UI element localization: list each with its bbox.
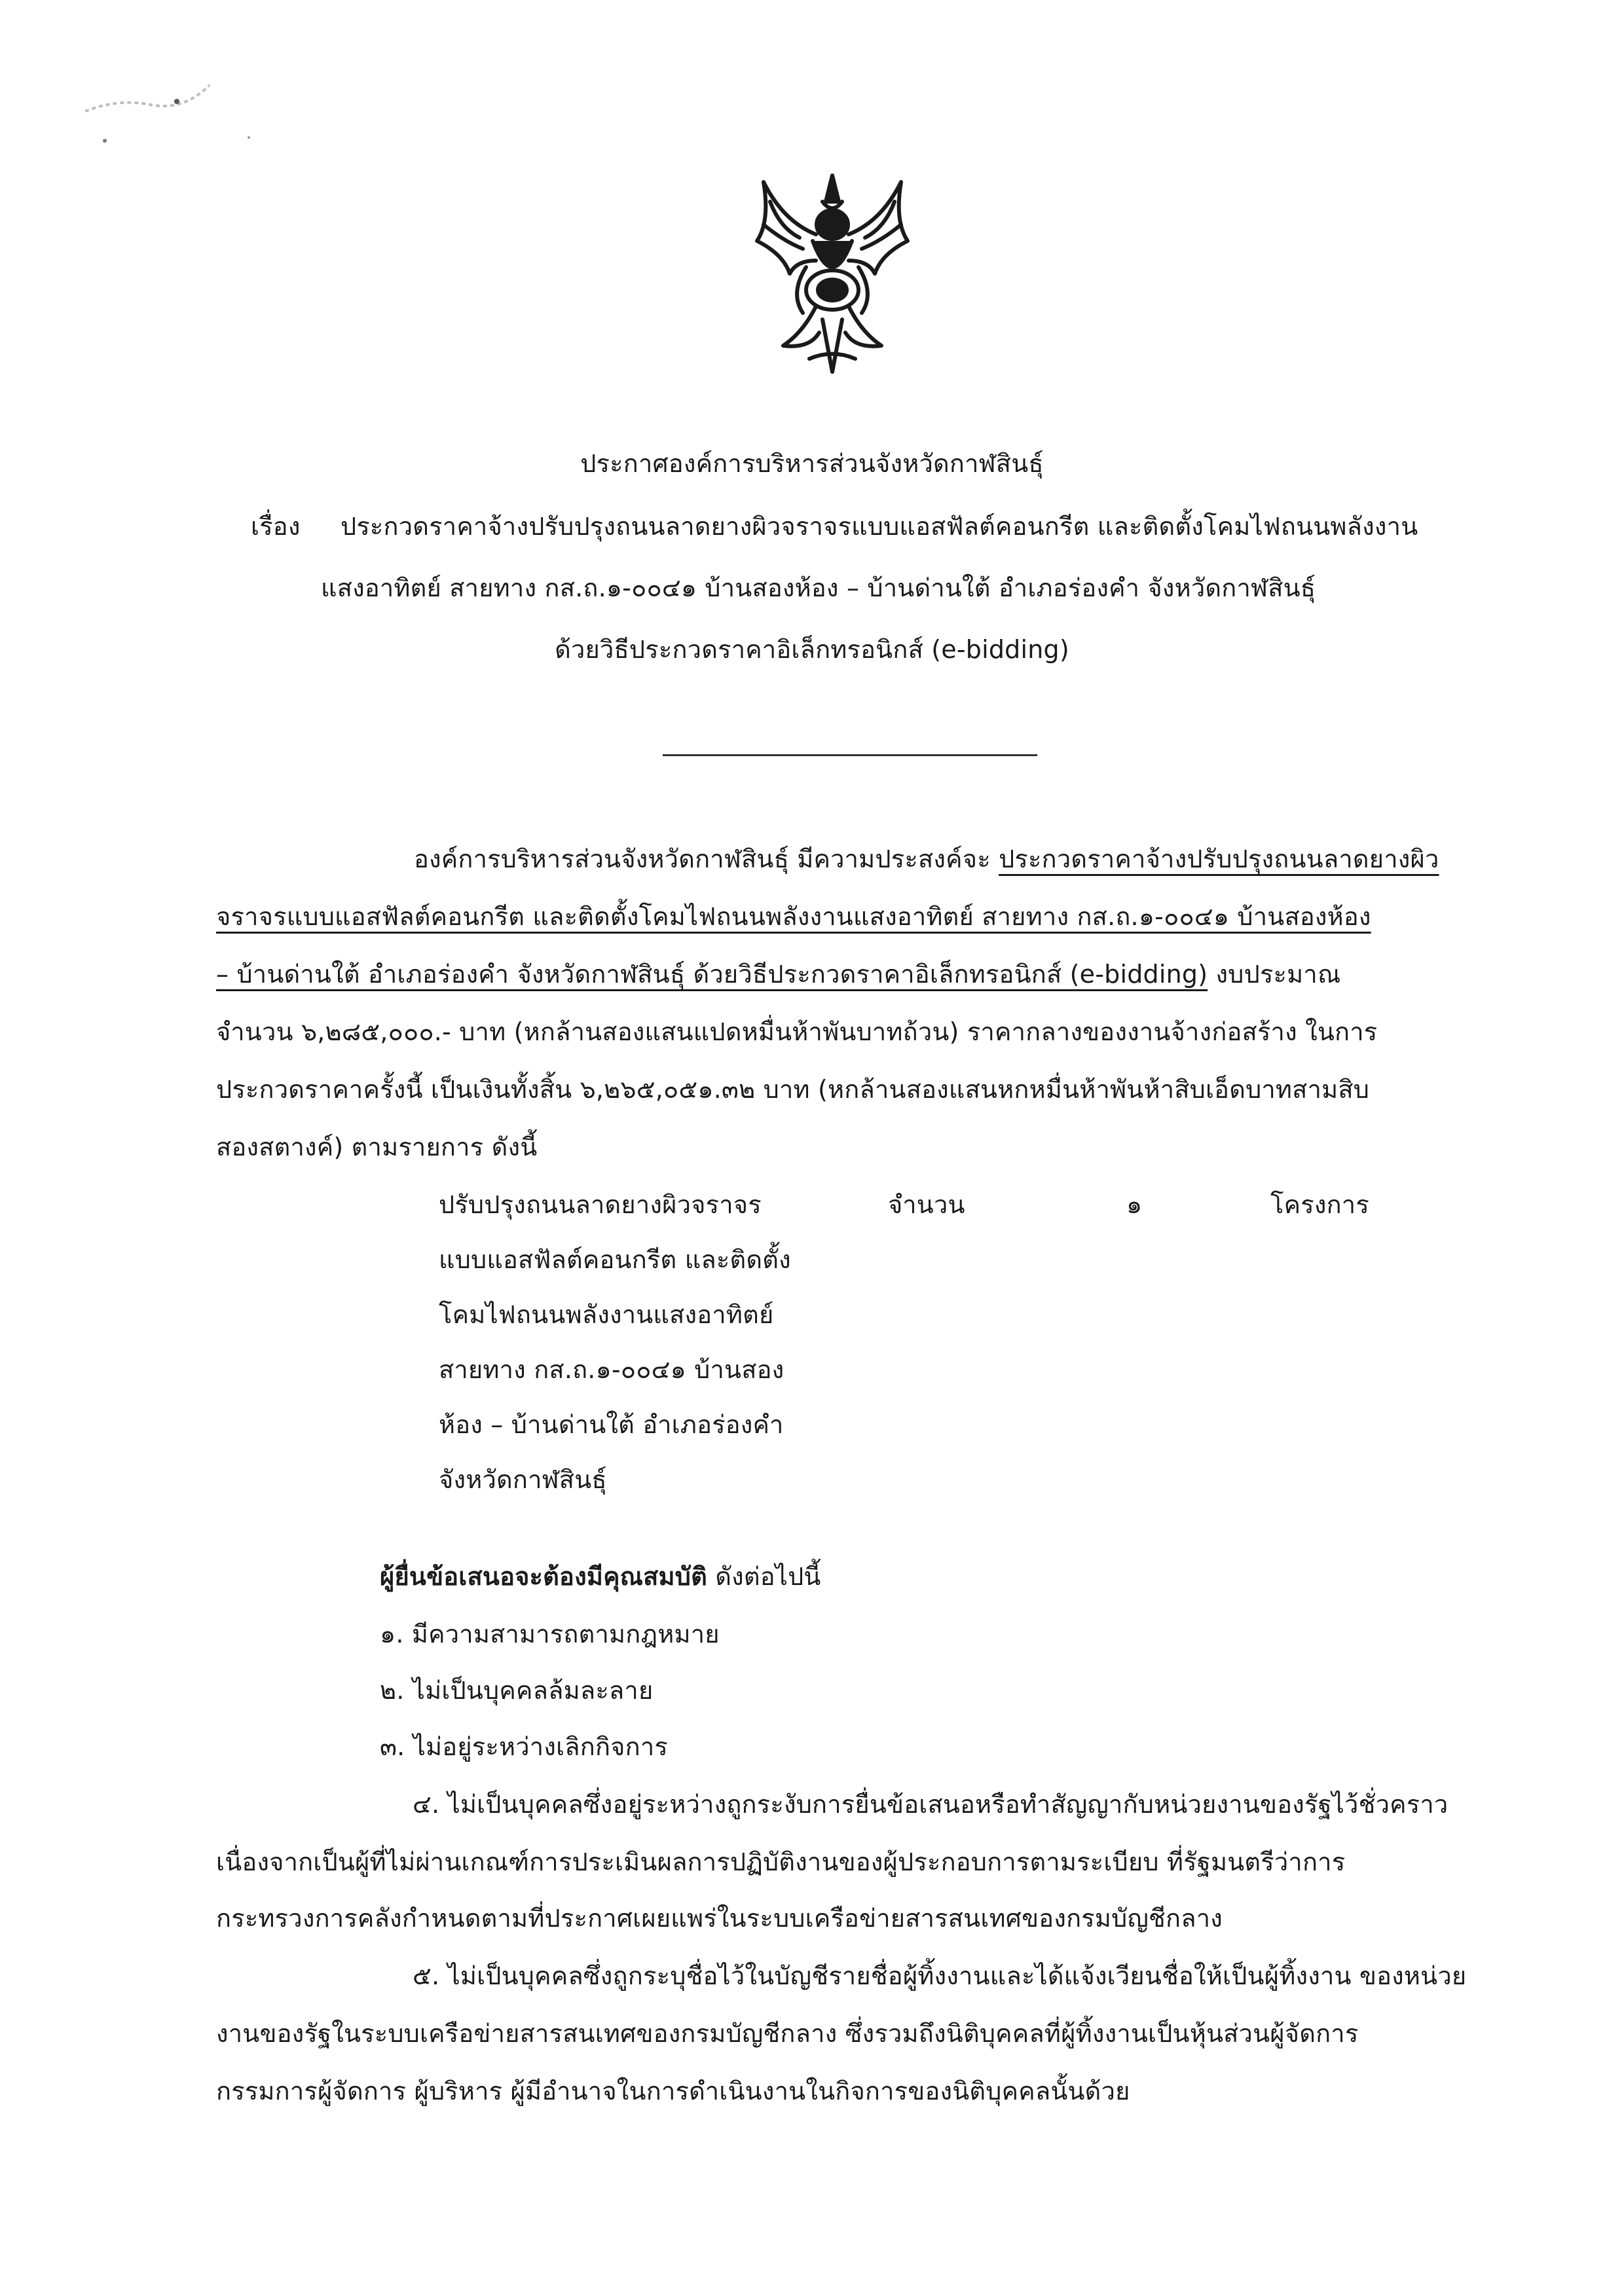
qualification-item: ๓. ไม่อยู่ระหว่างเลิกกิจการ	[380, 1732, 668, 1761]
paragraph-line	[216, 960, 1340, 990]
qualification-item-continued: งานของรัฐในระบบเครือข่ายสารสนเทศของกรมบัญชีกลาง ซึ่งรวมถึงนิติบุคคลที่ผู้ทิ้งงานเป็นหุ้นส่วนผู้จัดการ	[216, 2019, 1359, 2048]
item-quantity-label: จำนวน	[888, 1190, 965, 1219]
garuda-emblem-icon	[744, 162, 921, 378]
qualification-item-continued: เนื่องจากเป็นผู้ที่ไม่ผ่านเกณฑ์การประเมินผลการปฏิบัติงานของผู้ประกอบการตามระเบียบ ที่รัฐมนตรีว่าการ	[216, 1848, 1346, 1876]
project-title-underlined: ประกวดราคาจ้างปรับปรุงถนนลาดยางผิว	[999, 845, 1439, 873]
item-description-line: สายทาง กส.ถ.๑-๐๐๔๑ บ้านสอง	[439, 1355, 784, 1384]
item-unit: โครงการ	[1270, 1190, 1369, 1219]
budget-amount: จำนวน ๖,๒๘๕,๐๐๐.- บาท (หกล้านสองแสนแปดหมื่นห้าพันบาทถ้วน) ราคากลางของงานจ้างก่อสร้าง ในการ	[216, 1017, 1378, 1046]
qualification-item-continued: กรรมการผู้จัดการ ผู้บริหาร ผู้มีอำนาจในการดำเนินงานในกิจการของนิติบุคคลนั้นด้วย	[216, 2077, 1130, 2105]
qualifications-heading-rest: ดังต่อไปนี้	[707, 1562, 821, 1591]
divider	[663, 754, 1037, 756]
qualification-item: ๑. มีความสามารถตามกฎหมาย	[380, 1620, 720, 1649]
announcement-org: ประกาศองค์การบริหารส่วนจังหวัดกาฬสินธุ์	[580, 449, 1044, 478]
qualification-item: ๔. ไม่เป็นบุคคลซึ่งอยู่ระหว่างถูกระงับการยื่นข้อเสนอหรือทำสัญญากับหน่วยงานของรัฐไว้ชั่วคราว	[413, 1790, 1449, 1819]
subject-line-1: ประกวดราคาจ้างปรับปรุงถนนลาดยางผิวจราจรแบบแอสฟัลต์คอนกรีต และติดตั้งโคมไฟถนนพลังงาน	[341, 512, 1418, 541]
project-title-underlined: – บ้านด่านใต้ อำเภอร่องคำ จังหวัดกาฬสินธุ์ ด้วยวิธีประกวดราคาอิเล็กทรอนิกส์ (e-bidding)	[216, 960, 1208, 989]
item-description-line: โคมไฟถนนพลังงานแสงอาทิตย์	[439, 1300, 774, 1329]
qualifications-heading	[380, 1562, 821, 1592]
project-title-underlined: จราจรแบบแอสฟัลต์คอนกรีต และติดตั้งโคมไฟถนนพลังงานแสงอาทิตย์ สายทาง กส.ถ.๑-๐๐๔๑ บ้านสองห้อง	[216, 902, 1371, 931]
subject-line-3: ด้วยวิธีประกวดราคาอิเล็กทรอนิกส์ (e-bidding)	[555, 635, 1069, 664]
subject-label: เรื่อง	[251, 512, 301, 541]
item-description-line: ห้อง – บ้านด่านใต้ อำเภอร่องคำ	[439, 1410, 784, 1439]
qualification-item: ๒. ไม่เป็นบุคคลล้มละลาย	[380, 1676, 654, 1705]
qualification-item: ๕. ไม่เป็นบุคคลซึ่งถูกระบุชื่อไว้ในบัญชีรายชื่อผู้ทิ้งงานและได้แจ้งเวียนชื่อให้เป็นผู้ทิ้งงาน ของหน่วย	[413, 1961, 1467, 1990]
intro-text: องค์การบริหารส่วนจังหวัดกาฬสินธุ์ มีความประสงค์จะ	[414, 845, 999, 873]
median-price: ประกวดราคาครั้งนี้ เป็นเงินทั้งสิ้น ๖,๒๖๕,๐๕๑.๓๒ บาท (หกล้านสองแสนหกหมื่นห้าพันห้าสิบเอ็ดบาทสามสิบ	[216, 1075, 1370, 1104]
subject-line-2: แสงอาทิตย์ สายทาง กส.ถ.๑-๐๐๔๑ บ้านสองห้อง – บ้านด่านใต้ อำเภอร่องคำ จังหวัดกาฬสินธุ์	[321, 574, 1316, 602]
budget-label: งบประมาณ	[1208, 960, 1341, 989]
item-description-line: จังหวัดกาฬสินธุ์	[439, 1465, 607, 1494]
qualification-item-continued: กระทรวงการคลังกำหนดตามที่ประกาศเผยแพร่ในระบบเครือข่ายสารสนเทศของกรมบัญชีกลาง	[216, 1904, 1223, 1933]
item-description-line: แบบแอสฟัลต์คอนกรีต และติดตั้ง	[439, 1245, 791, 1274]
item-quantity: ๑	[1126, 1190, 1143, 1219]
item-description-line: ปรับปรุงถนนลาดยางผิวจราจร	[439, 1190, 762, 1219]
paragraph-line	[414, 845, 1439, 875]
paragraph-line: สองสตางค์) ตามรายการ ดังนี้	[216, 1133, 538, 1161]
qualifications-heading-bold: ผู้ยื่นข้อเสนอจะต้องมีคุณสมบัติ	[380, 1562, 707, 1591]
scan-mark	[79, 59, 288, 164]
